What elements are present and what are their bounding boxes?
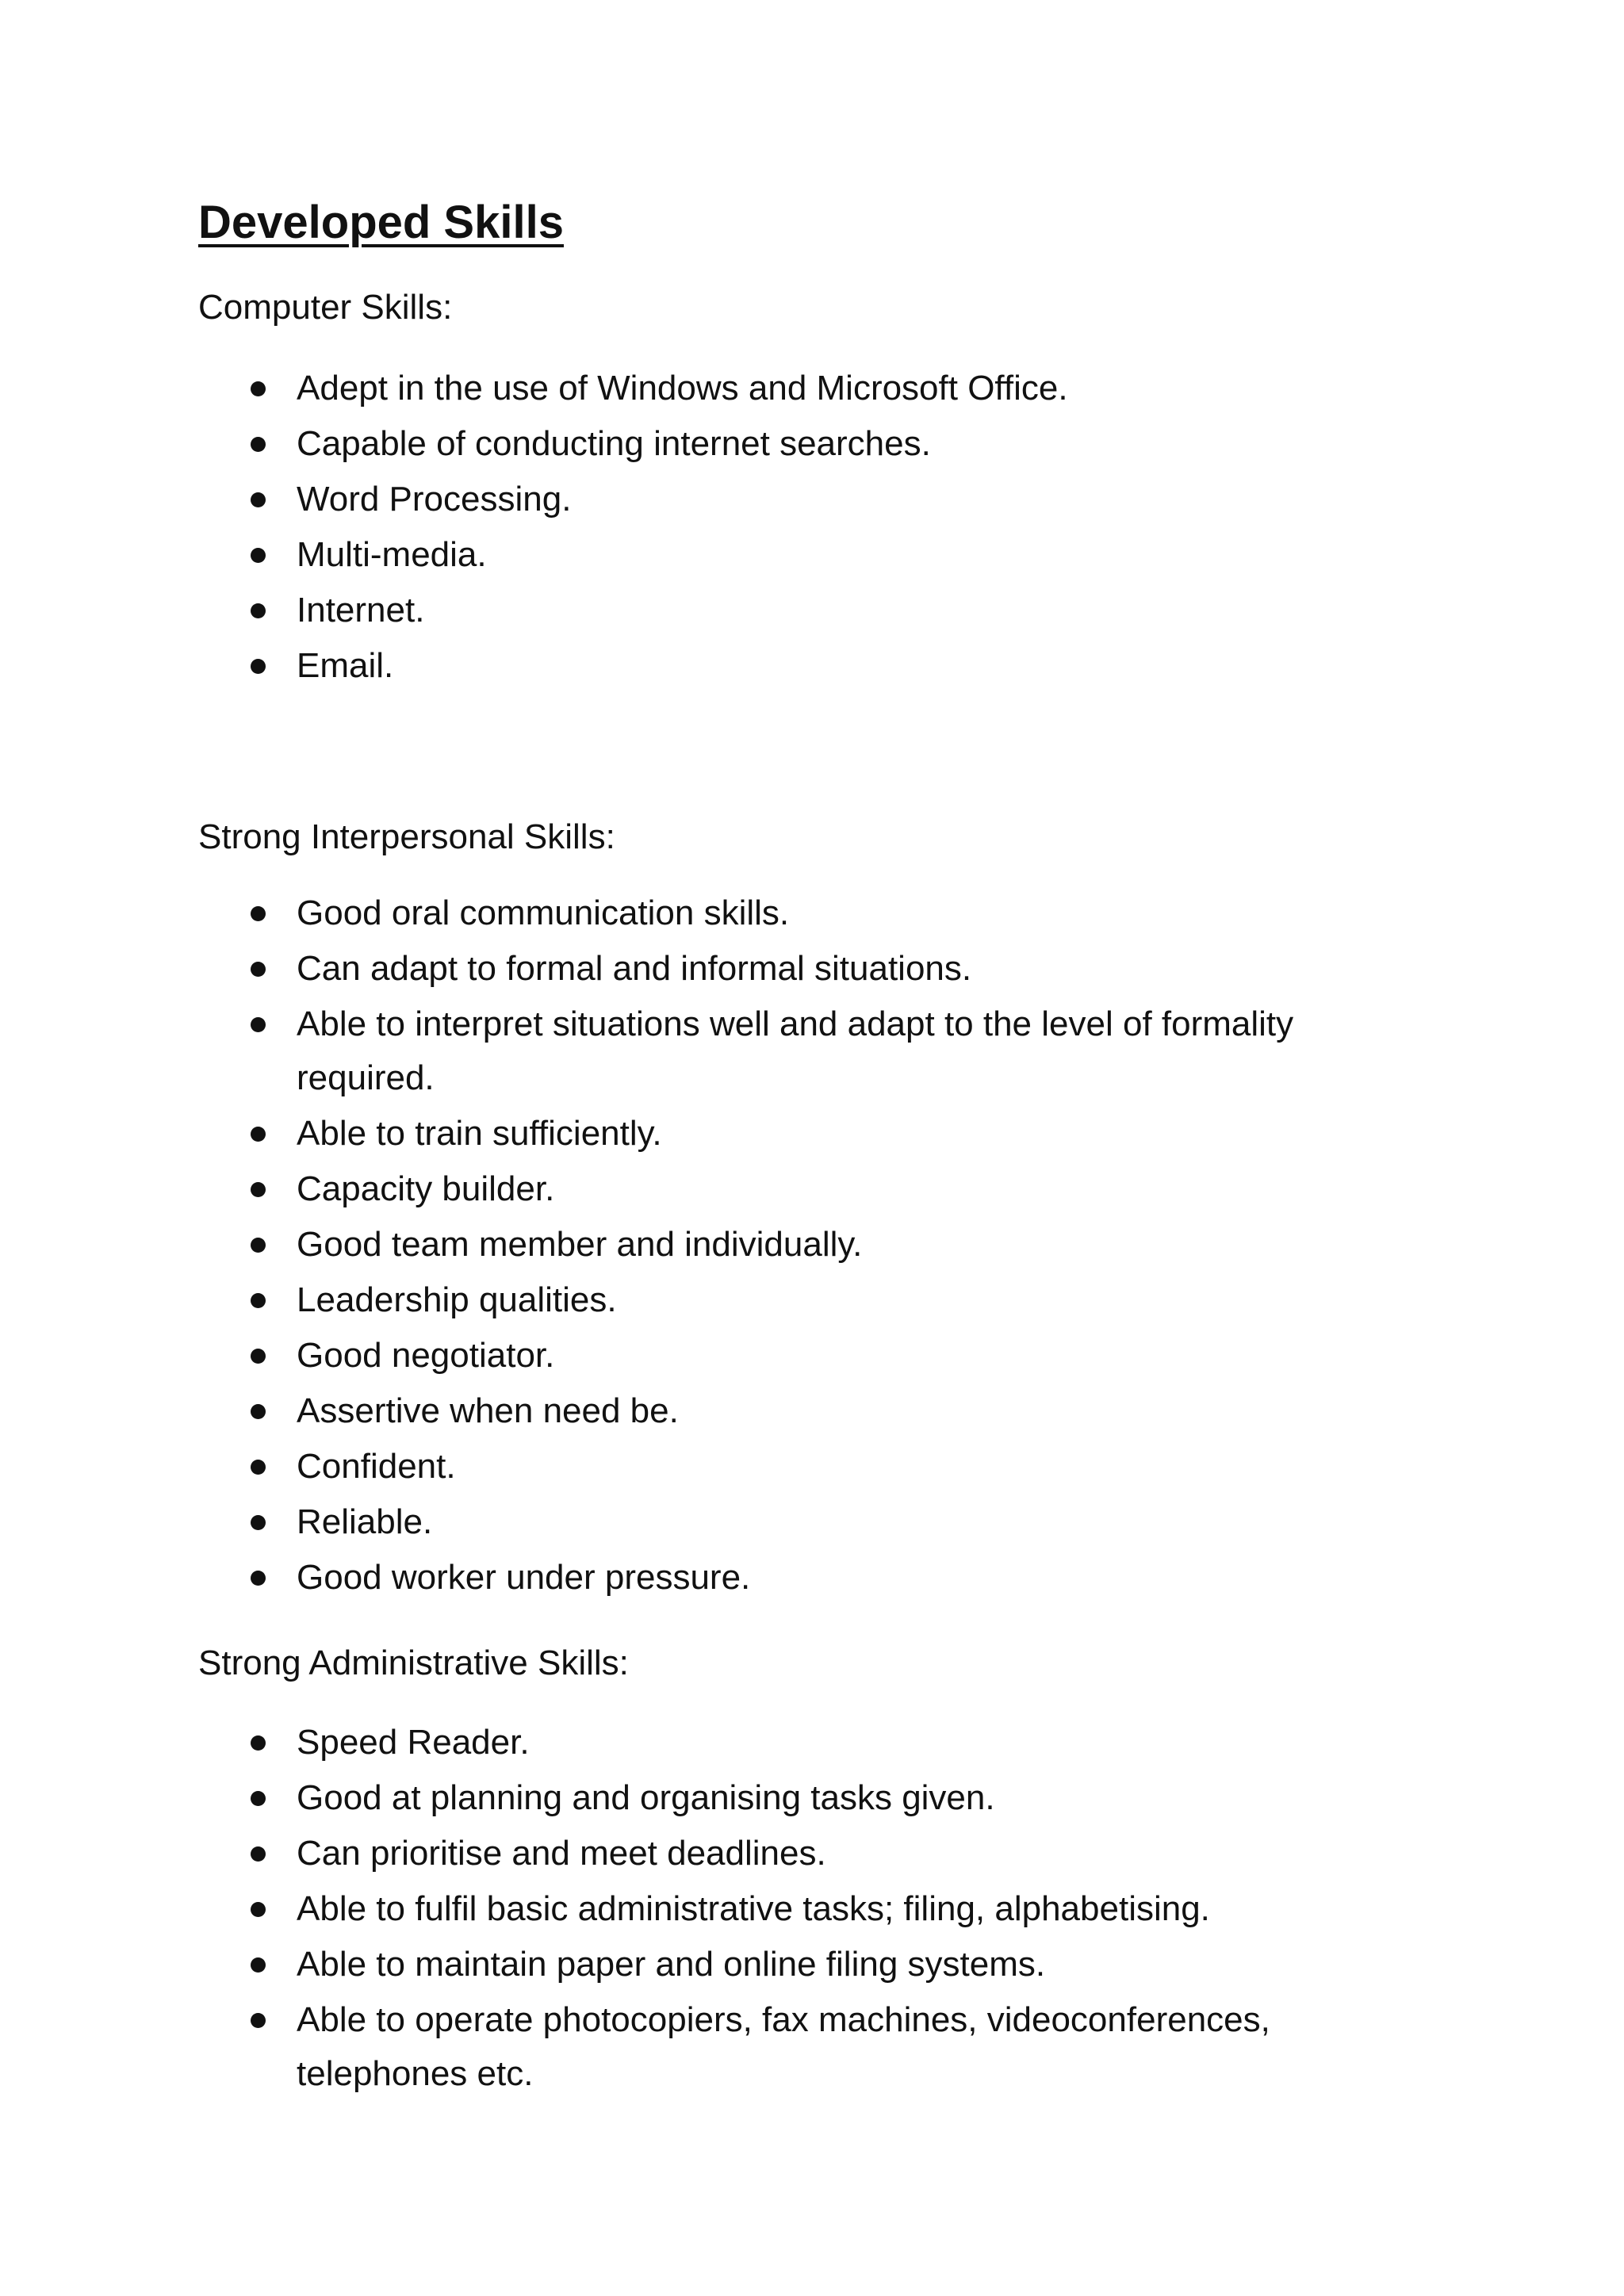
bullet-icon	[251, 962, 266, 977]
section-label-interpersonal-skills: Strong Interpersonal Skills:	[198, 817, 615, 856]
list-item-text: Good at planning and organising tasks given.	[297, 1778, 995, 1817]
bullet-icon	[251, 1571, 266, 1586]
list-item	[251, 1162, 1408, 1216]
list-item	[251, 1882, 1408, 1936]
list-item-text: Word Processing.	[297, 480, 572, 519]
list-item	[251, 1993, 1408, 2101]
bullet-icon	[251, 1460, 266, 1475]
list-item-text: Confident.	[297, 1447, 456, 1486]
bullet-icon	[251, 1182, 266, 1197]
bullet-icon	[251, 1017, 266, 1032]
list-item-text: Leadership qualities.	[297, 1280, 617, 1319]
bullet-icon	[251, 659, 266, 674]
list-item-text: Capacity builder.	[297, 1169, 555, 1208]
list-item	[251, 1329, 1408, 1383]
bullet-icon	[251, 906, 266, 921]
list-item	[251, 1716, 1408, 1770]
list-item-text: Capable of conducting internet searches.	[297, 424, 931, 463]
bullet-icon	[251, 1515, 266, 1530]
bullet-icon	[251, 1238, 266, 1253]
list-item	[251, 528, 1408, 582]
section-label-computer-skills: Computer Skills:	[198, 288, 453, 327]
list-item-text: Email.	[297, 646, 394, 685]
section-label-administrative-skills: Strong Administrative Skills:	[198, 1644, 629, 1682]
list-item-text: Able to operate photocopiers, fax machines, videoconferences, telephones etc.	[297, 2000, 1270, 2093]
list-item	[251, 1218, 1408, 1272]
bullet-icon	[251, 603, 266, 618]
list-item	[251, 1551, 1408, 1605]
list-item-text: Good team member and individually.	[297, 1225, 863, 1264]
list-item	[251, 1495, 1408, 1549]
bullet-icon	[251, 1127, 266, 1142]
list-item	[251, 886, 1408, 940]
list-item-text: Adept in the use of Windows and Microsoft Office.	[297, 369, 1068, 408]
bullet-icon	[251, 381, 266, 396]
list-item	[251, 1440, 1408, 1494]
bullet-icon	[251, 1902, 266, 1917]
list-item	[251, 639, 1408, 693]
list-item	[251, 997, 1408, 1105]
administrative-skills-list	[251, 1716, 1408, 2103]
list-item-text: Can prioritise and meet deadlines.	[297, 1834, 826, 1873]
bullet-icon	[251, 1349, 266, 1364]
list-item	[251, 1771, 1408, 1825]
list-item-text: Internet.	[297, 591, 425, 629]
list-item	[251, 473, 1408, 526]
bullet-icon	[251, 548, 266, 563]
list-item	[251, 417, 1408, 471]
list-item	[251, 584, 1408, 637]
list-item-text: Speed Reader.	[297, 1723, 530, 1762]
bullet-icon	[251, 492, 266, 507]
bullet-icon	[251, 437, 266, 452]
list-item	[251, 942, 1408, 996]
list-item-text: Assertive when need be.	[297, 1391, 679, 1430]
list-item	[251, 1384, 1408, 1438]
list-item-text: Good oral communication skills.	[297, 894, 790, 932]
list-item-text: Able to interpret situations well and adapt to the level of formality required.	[297, 1004, 1294, 1097]
page-title: Developed Skills	[198, 197, 564, 248]
bullet-icon	[251, 2013, 266, 2028]
list-item-text: Good negotiator.	[297, 1336, 555, 1375]
bullet-icon	[251, 1846, 266, 1862]
list-item-text: Able to train sufficiently.	[297, 1114, 662, 1153]
list-item-text: Good worker under pressure.	[297, 1558, 751, 1597]
computer-skills-list	[251, 362, 1408, 695]
interpersonal-skills-list	[251, 886, 1408, 1606]
bullet-icon	[251, 1957, 266, 1973]
list-item-text: Multi-media.	[297, 535, 487, 574]
list-item	[251, 1107, 1408, 1161]
list-item	[251, 1273, 1408, 1327]
list-item	[251, 362, 1408, 415]
list-item-text: Able to maintain paper and online filing systems.	[297, 1945, 1046, 1984]
list-item-text: Can adapt to formal and informal situations.	[297, 949, 972, 988]
bullet-icon	[251, 1404, 266, 1419]
list-item	[251, 1938, 1408, 1992]
list-item	[251, 1827, 1408, 1881]
list-item-text: Able to fulfil basic administrative tasks; filing, alphabetising.	[297, 1889, 1210, 1928]
bullet-icon	[251, 1735, 266, 1751]
list-item-text: Reliable.	[297, 1502, 433, 1541]
bullet-icon	[251, 1791, 266, 1806]
bullet-icon	[251, 1293, 266, 1308]
